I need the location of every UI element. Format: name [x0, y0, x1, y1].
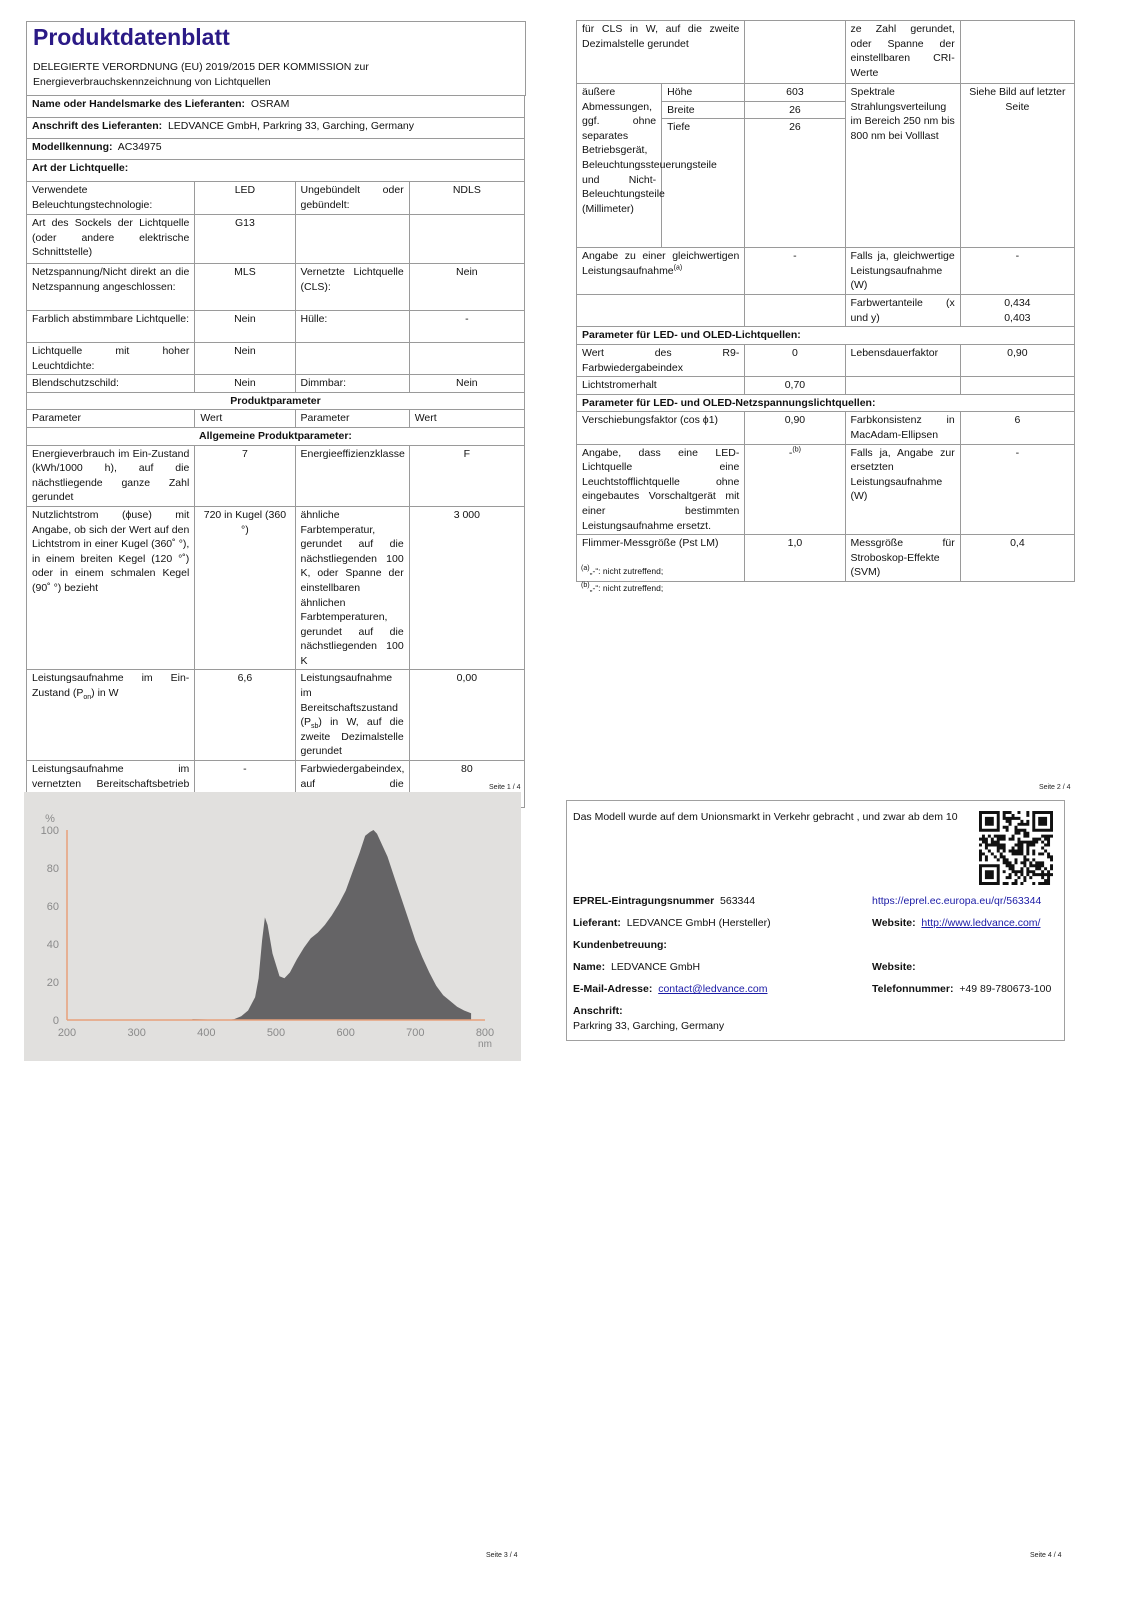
cell-text: ) in W, auf die zweite Dezimalstelle gerundet: [300, 716, 404, 758]
spectral-distribution-chart: [24, 792, 521, 1061]
table-cell: [845, 535, 960, 582]
table-row: [577, 444, 1075, 535]
cell-text: 0,70: [784, 379, 806, 392]
table-cell: [577, 412, 745, 444]
footnote-mark: (a): [581, 564, 590, 572]
cell-text: Leistungsaufnahme im Bereitschaftszustand (P: [300, 672, 398, 729]
address-value: Parkring 33, Garching, Germany: [573, 1020, 725, 1032]
cell-text: Angabe zu einer gleichwertigen Leistungsaufnahme: [582, 250, 740, 277]
footnote-text: „-“: nicht zutreffend;: [589, 565, 664, 576]
eprel-number: 563344: [720, 895, 756, 907]
product-data-table-page1: [26, 95, 525, 808]
cell-text: Parameter: [32, 412, 82, 425]
table-cell: [745, 248, 845, 295]
market-placement-text: Das Modell wurde auf dem Unionsmarkt in Verkehr gebracht , und zwar ab dem 10: [573, 811, 958, 823]
qr-code-icon[interactable]: [979, 811, 1053, 885]
y-tick-label: 80: [46, 863, 59, 875]
customer-service-heading: Kundenbetreuung:: [573, 939, 667, 951]
table-cell: [409, 670, 524, 761]
table-cell: [745, 344, 845, 376]
cell-text: Spektrale Strahlungsverteilung im Bereich 250 nm bis 800 nm bei Volllast: [850, 86, 955, 142]
table-row: [27, 670, 525, 761]
table-cell: [295, 215, 409, 264]
table-row: [27, 375, 525, 393]
table-cell: [409, 410, 524, 428]
cell-text: Wert des R9-Farbwiedergabeindex: [582, 346, 740, 374]
website-label: Website:: [872, 917, 916, 929]
table-cell: [845, 412, 960, 444]
table-cell: [27, 506, 195, 670]
x-tick-label: 500: [266, 1027, 286, 1039]
cell-text: Höhe: [667, 86, 693, 98]
table-row: [577, 412, 1075, 444]
cell-text: äußere Abmessungen, ggf. ohne separates Betriebsgerät, Beleuchtungssteuerungsteile und Nicht-Beleuchtungsteile (Millimeter): [582, 86, 717, 215]
cell-text: MLS: [234, 266, 256, 278]
cell-text: Farblich abstimmbare Lichtquelle:: [32, 313, 189, 325]
cell-text: Art des Sockels der Lichtquelle (oder andere elektrische Schnittstelle): [32, 217, 190, 259]
cell-text: für CLS in W, auf die zweite Dezimalstelle gerundet: [582, 23, 740, 50]
table-cell: [27, 427, 525, 445]
cell-text: Messgröße für Stroboskop-Effekte (SVM): [850, 537, 955, 579]
table-cell: [745, 377, 845, 395]
table-cell: [577, 444, 745, 535]
table-row: [27, 160, 525, 182]
table-cell: [960, 84, 1074, 248]
table-cell: [745, 119, 845, 248]
table-row: [577, 295, 1075, 327]
cell-text: Verschiebungsfaktor (cos ϕ1): [582, 414, 719, 427]
table-cell: [195, 264, 295, 311]
table-row: [27, 311, 525, 343]
table-cell: [27, 311, 195, 343]
x-axis-label: nm: [478, 1039, 492, 1050]
page-number-1: Seite 1 / 4: [489, 784, 521, 791]
table-cell: [409, 343, 524, 375]
x-tick-label: 200: [57, 1027, 77, 1039]
x-tick-label: 400: [197, 1027, 216, 1039]
table-cell: [960, 344, 1074, 376]
phone-label: Telefonnummer:: [872, 983, 954, 995]
cell-text: Wert: [414, 412, 437, 425]
cell-text: Lebensdauerfaktor: [850, 346, 939, 359]
cell-text: 0: [792, 346, 798, 359]
cell-text: 7: [241, 447, 248, 460]
table-cell: [960, 21, 1074, 84]
x-tick-label: 700: [406, 1027, 425, 1039]
spectrum-area: [192, 830, 471, 1020]
cell-text: 720 in Kugel (360 °): [203, 508, 287, 536]
table-row: [577, 248, 1075, 295]
table-cell: [27, 182, 195, 215]
table-cell: [745, 101, 845, 119]
cell-text: Farbwiedergabeindex, auf die: [300, 763, 405, 790]
table-cell: [662, 101, 745, 119]
cell-text: Energieeffizienzklasse: [300, 447, 405, 460]
footnote-text: „-“: nicht zutreffend;: [589, 582, 664, 593]
cell-text: Energieverbrauch im Ein-Zustand (kWh/1000 h), auf die nächstliegende ganze Zahl gerundet: [32, 447, 190, 504]
table-cell: [295, 375, 409, 393]
table-cell: [409, 506, 524, 670]
table-cell: [960, 248, 1074, 295]
cell-text: Tiefe: [667, 121, 691, 134]
cell-text: LED: [234, 184, 256, 196]
cell-text: Lichtquelle mit hoher Leuchtdichte:: [32, 345, 190, 372]
cell-text: 0,00: [456, 672, 478, 685]
cell-text: (a): [673, 264, 683, 272]
email-label: E-Mail-Adresse:: [573, 983, 653, 995]
table-cell: [577, 295, 745, 327]
table-row: [27, 118, 525, 139]
table-cell: [960, 535, 1074, 582]
footnote-a: [581, 564, 663, 576]
cell-text: Parameter: [300, 412, 350, 425]
cell-text: G13: [234, 217, 255, 229]
cell-text: 6: [1014, 414, 1021, 427]
table-cell: [845, 377, 960, 395]
cell-text: Nein: [234, 377, 256, 390]
cell-text: Dimmbar:: [300, 377, 347, 390]
page-title: Produktdatenblatt: [33, 24, 230, 50]
cell-text: -: [243, 763, 247, 776]
footnote-mark: (b): [581, 581, 590, 589]
field-label: Name oder Handelsmarke des Lieferanten:: [32, 98, 245, 110]
cell-text: Netzspannung/Nicht direkt an die Netzspannung angeschlossen:: [32, 266, 190, 293]
table-cell: [577, 21, 745, 84]
cell-text: -: [1015, 250, 1020, 263]
table-cell: [27, 375, 195, 393]
name-label: Name:: [573, 961, 606, 973]
cell-text: Hülle:: [300, 313, 328, 325]
table-cell: [577, 248, 745, 295]
table-row: [27, 427, 525, 445]
cell-text: Produktparameter: [230, 394, 321, 407]
table-cell: [745, 412, 845, 444]
cell-text: Leistungsaufnahme im vernetzten Bereitschaftsbetrieb: [32, 763, 190, 790]
table-cell: [295, 445, 409, 506]
cell-text: -: [788, 446, 793, 459]
field-label: Anschrift des Lieferanten:: [32, 120, 163, 132]
table-cell: [195, 506, 295, 670]
cell-text: Lichtstromerhalt: [582, 379, 657, 392]
cell-text: NDLS: [452, 184, 481, 196]
table-cell: [960, 295, 1074, 327]
table-cell: [745, 535, 845, 582]
cell-text: on: [83, 694, 92, 702]
table-cell: [409, 445, 524, 506]
page-number-3: Seite 3 / 4: [486, 1552, 518, 1559]
cell-text: 26: [789, 121, 801, 134]
table-row: [27, 392, 525, 410]
eprel-label: EPREL-Eintragungsnummer: [573, 895, 715, 907]
table-row: [27, 506, 525, 670]
x-tick-label: 300: [127, 1027, 146, 1039]
cell-text: (b): [792, 446, 801, 454]
table-cell: [745, 21, 845, 84]
table-row: [27, 410, 525, 428]
table-cell: [295, 410, 409, 428]
table-cell: [845, 444, 960, 535]
table-cell: [27, 392, 525, 410]
table-cell: [295, 264, 409, 311]
table-row: [27, 343, 525, 375]
cell-text: Farbwertanteile (x und y): [850, 297, 955, 324]
field-value: LEDVANCE GmbH, Parkring 33, Garching, Germany: [167, 120, 415, 132]
table-cell: [27, 445, 195, 506]
supplier-value: LEDVANCE GmbH (Hersteller): [626, 917, 771, 929]
table-cell: [195, 182, 295, 215]
table-cell: [960, 412, 1074, 444]
phone-value: +49 89-780673-100: [959, 983, 1052, 995]
table-cell: [195, 215, 295, 264]
table-cell: [745, 444, 845, 535]
table-cell: [845, 21, 960, 84]
table-cell: [409, 264, 524, 311]
table-cell: [845, 248, 960, 295]
page-number-4: Seite 4 / 4: [1030, 1552, 1062, 1559]
table-cell: [195, 343, 295, 375]
cell-text: 603: [786, 86, 804, 98]
table-cell: [409, 375, 524, 393]
cell-text: Wert: [200, 412, 223, 425]
cell-text: Farbkonsistenz in MacAdam-Ellipsen: [850, 414, 955, 441]
website-link[interactable]: http://www.ledvance.com/: [921, 917, 1041, 929]
y-tick-label: 20: [46, 977, 59, 989]
cell-text: Falls ja, gleichwertige Leistungsaufnahme (W): [850, 250, 955, 292]
table-row: [27, 445, 525, 506]
y-tick-label: 0: [52, 1015, 59, 1027]
footnote-b: [581, 581, 663, 593]
table-row: [577, 84, 1075, 102]
table-cell: [295, 182, 409, 215]
table-cell: [577, 344, 745, 376]
cell-text: Angabe, dass eine LED-Lichtquelle eine Leuchtstofflichtquelle ohne eingebautes Vorschaltgerät mit einer bestimmten Leistungsaufnahme ersetzt.: [582, 446, 740, 532]
table-cell: [27, 215, 195, 264]
table-cell: [409, 311, 524, 343]
table-cell: [960, 377, 1074, 395]
table-cell: [577, 394, 1075, 412]
y-tick-label: 60: [46, 901, 59, 913]
table-cell: [845, 344, 960, 376]
cell-text: Allgemeine Produktparameter:: [199, 429, 352, 442]
table-row: [577, 21, 1075, 84]
cell-text: Nutzlichtstrom (ϕuse) mit Angabe, ob sich der Wert auf den Lichtstrom in einer Kugel (360˚ °), in einem breiten Kegel (120 °˚) oder in einem schmalen Kegel (90˚ °) bezieht: [32, 508, 190, 594]
cell-text: Falls ja, Angabe zur ersetzten Leistungsaufnahme (W): [850, 446, 955, 503]
cell-text: 0,434 0,403: [1004, 297, 1031, 324]
cell-text: Art der Lichtquelle:: [32, 162, 129, 174]
cell-text: 26: [789, 103, 801, 116]
y-tick-label: 40: [46, 939, 59, 951]
cell-text: 0,90: [784, 414, 806, 427]
y-tick-label: 100: [40, 825, 59, 837]
x-tick-label: 600: [336, 1027, 355, 1039]
qr-modules: [979, 811, 1053, 885]
cell-text: ) in W: [91, 687, 119, 700]
cell-text: Leistungsaufnahme im Ein-Zustand (P: [32, 672, 190, 700]
table-cell: [195, 670, 295, 761]
table-cell: [577, 327, 1075, 345]
email-link[interactable]: contact@ledvance.com: [658, 983, 768, 995]
table-cell: [27, 410, 195, 428]
cell-text: -: [1015, 446, 1020, 459]
cell-text: -: [465, 313, 469, 325]
table-cell: [662, 84, 745, 102]
cell-text: Blendschutzschild:: [32, 377, 119, 390]
table-cell: [27, 670, 195, 761]
cell-text: 3 000: [453, 508, 480, 521]
cell-text: Nein: [234, 313, 256, 325]
table-cell: [845, 295, 960, 327]
table-row: [27, 264, 525, 311]
table-cell: [27, 264, 195, 311]
table-cell: [745, 84, 845, 102]
table-cell: [195, 410, 295, 428]
table-row: [577, 327, 1075, 345]
table-row: [577, 394, 1075, 412]
name-value: LEDVANCE GmbH: [610, 961, 701, 973]
cell-text: ze Zahl gerundet, oder Spanne der einstellbaren CRI-Werte: [850, 23, 955, 79]
table-cell: [195, 445, 295, 506]
cell-text: Nein: [234, 345, 256, 357]
table-cell: [577, 377, 745, 395]
table-cell: [27, 118, 525, 139]
cell-text: Breite: [667, 103, 695, 116]
table-cell: [295, 670, 409, 761]
table-cell: [27, 343, 195, 375]
cell-text: F: [463, 447, 471, 460]
cell-text: Parameter für LED- und OLED-Lichtquellen:: [582, 329, 801, 342]
eprel-url-link[interactable]: https://eprel.ec.europa.eu/qr/563344: [872, 895, 1042, 907]
table-row: [27, 215, 525, 264]
x-tick-label: 800: [475, 1027, 495, 1039]
cell-text: sb: [311, 723, 319, 731]
cell-text: 1,0: [787, 537, 803, 550]
regulation-text: DELEGIERTE VERORDNUNG (EU) 2019/2015 DER KOMMISSION zur Energieverbrauchskennzeichnung von Lichtquellen: [33, 61, 369, 88]
eprel-info-box: [566, 800, 1065, 1041]
cell-text: 0,90: [1007, 346, 1028, 359]
table-cell: [409, 215, 524, 264]
cell-text: Nein: [456, 377, 478, 390]
table-cell: [295, 343, 409, 375]
cell-text: Vernetzte Lichtquelle (CLS):: [300, 266, 404, 293]
table-cell: [845, 84, 960, 248]
table-row: [27, 96, 525, 118]
supplier-label: Lieferant:: [573, 917, 621, 929]
service-website-label: Website:: [872, 961, 916, 973]
table-row: [27, 182, 525, 215]
cell-text: Flimmer-Messgröße (Pst LM): [582, 537, 719, 550]
cell-text: Parameter für LED- und OLED-Netzspannungslichtquellen:: [582, 396, 876, 409]
address-label: Anschrift:: [573, 1005, 623, 1017]
table-row: [577, 344, 1075, 376]
table-cell: [27, 160, 525, 182]
table-row: [27, 139, 525, 160]
page-number-2: Seite 2 / 4: [1039, 784, 1071, 791]
table-cell: [27, 139, 525, 160]
cell-text: ähnliche Farbtemperatur, gerundet auf die nächstliegenden 100 K, oder Spanne der einstellbaren ähnlichen Farbtemperaturen, gerundet auf die nächstliegenden 100 K: [300, 508, 404, 667]
cell-text: 6,6: [237, 672, 253, 685]
cell-text: Nein: [456, 266, 478, 278]
table-row: [577, 377, 1075, 395]
field-value: AC34975: [117, 141, 162, 153]
table-cell: [295, 506, 409, 670]
cell-text: Ungebündelt oder gebündelt:: [300, 184, 404, 211]
y-axis-label: %: [45, 813, 55, 825]
table-cell: [27, 96, 525, 118]
field-value: OSRAM: [250, 98, 290, 110]
product-data-table-page2: [576, 20, 1075, 582]
cell-text: Verwendete Beleuchtungstechnologie:: [32, 184, 153, 211]
table-cell: [960, 444, 1074, 535]
table-cell: [295, 311, 409, 343]
table-cell: [195, 375, 295, 393]
cell-text: 80: [461, 763, 473, 776]
field-label: Modellkennung:: [32, 141, 113, 153]
table-cell: [662, 119, 745, 248]
table-cell: [409, 182, 524, 215]
cell-text: Siehe Bild auf letzter Seite: [969, 86, 1066, 113]
cell-text: -: [793, 250, 797, 263]
table-cell: [195, 311, 295, 343]
cell-text: 0,4: [1010, 537, 1025, 550]
table-cell: [745, 295, 845, 327]
